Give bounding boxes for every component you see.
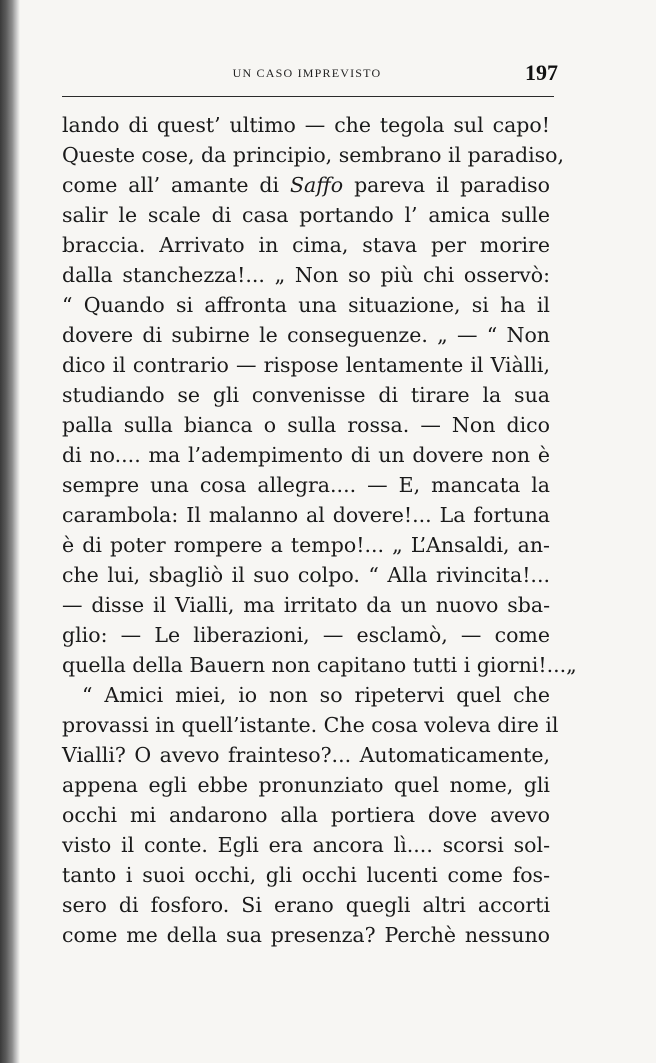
text-line: palla sulla bianca o sulla rossa. — Non dico	[62, 413, 550, 437]
text-line: studiando se gli convenisse di tirare la sua	[62, 383, 550, 407]
text-line-end: pareva il paradiso	[354, 173, 550, 197]
text-line: dovere di subirne le conseguenze. „ — “ Non	[62, 323, 550, 347]
text-line: tanto i suoi occhi, gli occhi lucenti come fos-	[62, 863, 550, 887]
text-line: — disse il Vialli, ma irritato da un nuovo sba-	[62, 593, 550, 617]
text-line-start: come all’ amante di	[62, 173, 280, 197]
text-line: che lui, sbagliò il suo colpo. “ Alla rivincita!...	[62, 563, 550, 587]
text-line: Queste cose, da principio, sembrano il paradiso,	[62, 143, 565, 167]
text-line: dico il contrario — rispose lentamente il Viàlli,	[62, 353, 550, 377]
text-line: di no.... ma l’adempimento di un dovere non è	[62, 443, 550, 467]
text-line: glio: — Le liberazioni, — esclamò, — come	[62, 623, 550, 647]
text-line	[62, 170, 550, 200]
page-number: 197	[525, 60, 558, 85]
running-head	[62, 60, 558, 92]
text-line: dalla stanchezza!... „ Non so più chi osservò:	[62, 263, 550, 287]
text-line: appena egli ebbe pronunziato quel nome, gli	[62, 773, 550, 797]
text-line: salir le scale di casa portando l’ amica sulle	[62, 203, 550, 227]
text-line: provassi in quell’istante. Che cosa voleva dire il	[62, 713, 559, 737]
body-text	[62, 110, 577, 950]
text-line: quella della Bauern non capitano tutti i giorni!...„	[62, 653, 577, 677]
text-line: occhi mi andarono alla portiera dove avevo	[62, 803, 550, 827]
text-line: è di poter rompere a tempo!... „ L’Ansaldi, an-	[62, 533, 550, 557]
text-line: “ Amici miei, io non so ripetervi quel che	[82, 683, 550, 707]
text-line: lando di quest’ ultimo — che tegola sul capo!	[62, 113, 550, 137]
italic-name: Saffo	[290, 173, 344, 197]
text-line: “ Quando si affronta una situazione, si ha il	[62, 293, 550, 317]
text-line: visto il conte. Egli era ancora lì.... scorsi sol-	[62, 833, 550, 857]
text-line: sempre una cosa allegra.... — E, mancata la	[62, 473, 550, 497]
text-line: come me della sua presenza? Perchè nessuno	[62, 923, 550, 947]
text-line: Vialli? O avevo frainteso?... Automaticamente,	[62, 743, 550, 767]
text-line: braccia. Arrivato in cima, stava per morire	[62, 233, 550, 257]
running-title: UN CASO IMPREVISTO	[232, 66, 382, 80]
text-line: sero di fosforo. Si erano quegli altri accorti	[62, 893, 550, 917]
header-rule	[62, 96, 554, 97]
book-binding-edge	[0, 0, 20, 1063]
text-line: carambola: Il malanno al dovere!... La fortuna	[62, 503, 550, 527]
